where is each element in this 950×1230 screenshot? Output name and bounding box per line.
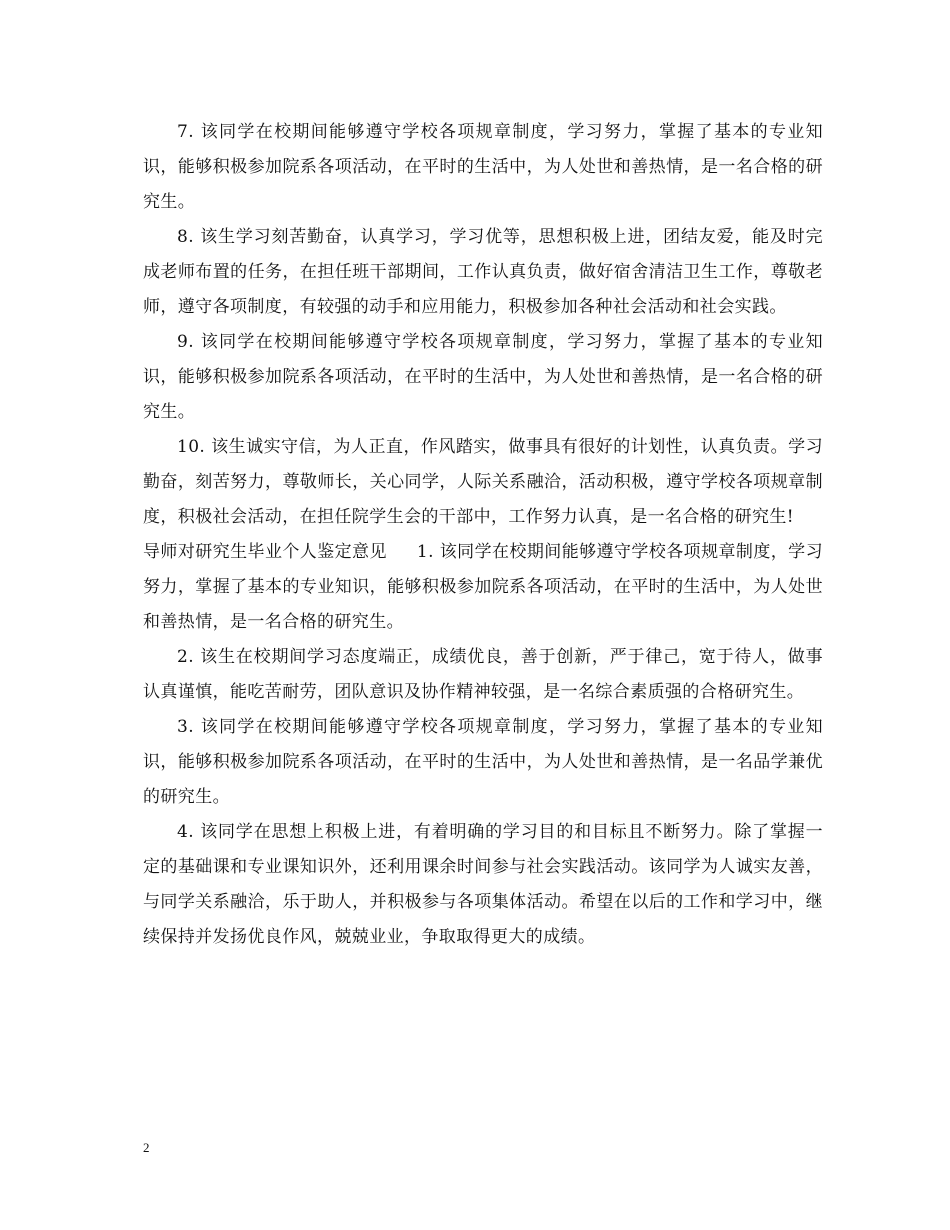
paragraph-item-10: 10. 该生诚实守信，为人正直，作风踏实，做事具有很好的计划性，认真负责。学习勤奋，刻苦努力，尊敬师长，关心同学，人际关系融洽，活动积极，遵守学校各项规章制度，积极社会活动，在担任院学生会的干部中，工作努力认真，是一名合格的研究生! bbox=[143, 437, 823, 527]
section-paragraph bbox=[143, 535, 823, 640]
paragraph-item-3: 3. 该同学在校期间能够遵守学校各项规章制度，学习努力，掌握了基本的专业知识，能够积极参加院系各项活动，在平时的生活中，为人处世和善热情，是一名品学兼优的研究生。 bbox=[143, 717, 823, 807]
section-heading: 导师对研究生毕业个人鉴定意见 bbox=[143, 542, 387, 562]
paragraph-item-9: 9. 该同学在校期间能够遵守学校各项规章制度，学习努力，掌握了基本的专业知识，能够积极参加院系各项活动，在平时的生活中，为人处世和善热情，是一名合格的研究生。 bbox=[143, 332, 823, 422]
page-number: 2 bbox=[143, 1140, 150, 1155]
paragraph-item-1: 1. 该同学在校期间能够遵守学校各项规章制度，学习努力，掌握了基本的专业知识，能够积极参加院系各项活动，在平时的生活中，为人处世和善热情，是一名合格的研究生。 bbox=[143, 542, 823, 632]
paragraph-item-8: 8. 该生学习刻苦勤奋，认真学习，学习优等，思想积极上进，团结友爱，能及时完成老师布置的任务，在担任班干部期间，工作认真负责，做好宿舍清洁卫生工作，尊敬老师，遵守各项制度，有较强的动手和应用能力，积极参加各种社会活动和社会实践。 bbox=[143, 227, 823, 317]
document-body bbox=[143, 115, 823, 955]
paragraph-item-4: 4. 该同学在思想上积极上进，有着明确的学习目的和目标且不断努力。除了掌握一定的基础课和专业课知识外，还利用课余时间参与社会实践活动。该同学为人诚实友善，与同学关系融洽，乐于助人，并积极参与各项集体活动。希望在以后的工作和学习中，继续保持并发扬优良作风，兢兢业业，争取取得更大的成绩。 bbox=[143, 822, 823, 947]
paragraph-item-7: 7. 该同学在校期间能够遵守学校各项规章制度，学习努力，掌握了基本的专业知识，能够积极参加院系各项活动，在平时的生活中，为人处世和善热情，是一名合格的研究生。 bbox=[143, 122, 823, 212]
paragraph-item-2: 2. 该生在校期间学习态度端正，成绩优良，善于创新，严于律己，宽于待人，做事认真谨慎，能吃苦耐劳，团队意识及协作精神较强，是一名综合素质强的合格研究生。 bbox=[143, 647, 823, 702]
